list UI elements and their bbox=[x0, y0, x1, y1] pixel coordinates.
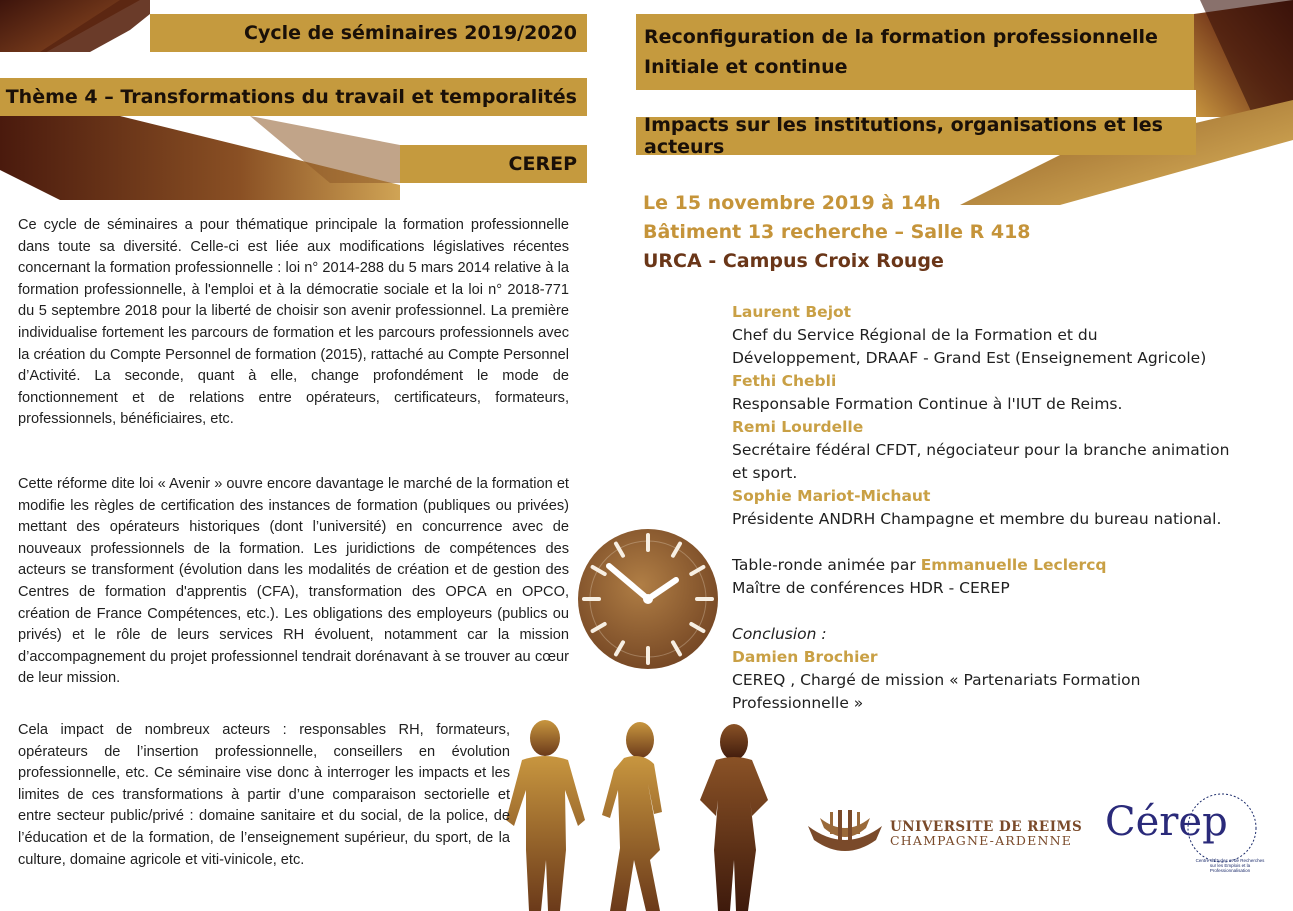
conclusion-label: Conclusion : bbox=[732, 625, 827, 643]
impacts-banner bbox=[636, 114, 1196, 158]
conclusion-speaker-role: Professionnelle » bbox=[732, 694, 864, 712]
speaker-name: Sophie Mariot-Michaut bbox=[732, 487, 931, 505]
urca-logo bbox=[890, 820, 1082, 848]
speaker-role: Secrétaire fédéral CFDT, négociateur pour la branche animation bbox=[732, 441, 1230, 459]
urca-logo-line2: CHAMPAGNE-ARDENNE bbox=[890, 833, 1073, 848]
speaker-role: Développement, DRAAF - Grand Est (Enseignement Agricole) bbox=[732, 349, 1207, 367]
reconfiguration-title-line1: Reconfiguration de la formation professionnelle bbox=[644, 26, 1158, 48]
reform-paragraph: Cette réforme dite loi « Avenir » ouvre encore davantage le marché de la formation et modifie les règles de certification des instances de formation (publiques ou privées) mettant des opérateurs historiques (dont l’université) en concurrence avec de nouveaux professionnels de la formation. Les juridictions de compétences des acteurs se transforment (évolution dans les modalités de création et de gestion des Centres de formation d'apprentis (CFA), transformation des OPCA en OPCO, création de France Compétences, etc.). Les obligations des employeurs (publics ou privés) et le rôle de leurs services RH évoluent, notamment car la mission d’accompagnement du projet professionnel tendrait dorénavant à se trouver au cœur de leur mission. bbox=[18, 476, 569, 687]
roundtable-moderator-role: Maître de conférences HDR - CEREP bbox=[732, 579, 1010, 597]
cycle-title: Cycle de séminaires 2019/2020 bbox=[244, 22, 577, 44]
theme-banner bbox=[0, 78, 587, 116]
cerep-logo-word: Cérep bbox=[1105, 799, 1228, 845]
reconfiguration-title-line2: Initiale et continue bbox=[644, 56, 848, 78]
speaker-name: Fethi Chebli bbox=[732, 372, 837, 390]
conclusion-block bbox=[732, 623, 1272, 715]
cycle-banner bbox=[150, 14, 587, 52]
speaker-block bbox=[732, 301, 1272, 531]
cerep-logo bbox=[1105, 798, 1228, 846]
urca-logo-line1: UNIVERSITE DE REIMS bbox=[890, 819, 1083, 835]
impact-paragraph: Cela impact de nombreux acteurs : responsables RH, formateurs, opérateurs de l’insertion professionnelle, conseillers en évolution professionnelle, etc. Ce séminaire vise donc à interroger les impacts et les limites de ces transformations à partir d’une comparaison sectorielle et entre secteur public/privé : domaine sanitaire et du social, de la police, de l’éducation et de la formation, de l’enseignement supérieur, du sport, de la culture, domaine agricole et viti-vinicole, etc. bbox=[18, 722, 510, 868]
intro-paragraph: Ce cycle de séminaires a pour thématique principale la formation professionnelle dans toute sa diversité. Celle-ci est liée aux modifications législatives récentes concernant la formation professionnelle : loi n° 2014-288 du 5 mars 2014 relative à la formation professionnelle, à l'emploi et à la démocratie sociale et la loi n° 2018-771 du 5 septembre 2018 pour la liberté de choisir son avenir professionnel. La première individualise fortement les parcours de formation et les parcours professionnels avec la création du Compte Personnel de formation (2015), rattaché au Compte Personnel d’Activité. La seconde, quant à elle, change profondément le mode de fonctionnement et de relations entre opérateurs, certificateurs, formateurs, professionnels, bénéficiaires, etc. bbox=[18, 217, 569, 428]
speaker-role: Responsable Formation Continue à l'IUT de Reims. bbox=[732, 395, 1123, 413]
reconfiguration-banner bbox=[636, 14, 1194, 90]
cerep-banner bbox=[400, 145, 587, 183]
impacts-title: Impacts sur les institutions, organisations et les acteurs bbox=[644, 114, 1163, 158]
speaker-name: Laurent Bejot bbox=[732, 303, 852, 321]
urca-logo-icon bbox=[808, 810, 882, 851]
event-date: Le 15 novembre 2019 à 14h bbox=[643, 192, 941, 214]
roundtable-block bbox=[732, 554, 1272, 600]
speaker-name: Remi Lourdelle bbox=[732, 418, 864, 436]
clock-icon bbox=[578, 529, 718, 669]
speaker-role: Présidente ANDRH Champagne et membre du bureau national. bbox=[732, 510, 1222, 528]
speaker-role: Chef du Service Régional de la Formation et du bbox=[732, 326, 1098, 344]
people-silhouette-icon bbox=[506, 720, 768, 911]
event-campus: URCA - Campus Croix Rouge bbox=[643, 250, 944, 272]
conclusion-speaker-role: CEREQ , Chargé de mission « Partenariats Formation bbox=[732, 671, 1141, 689]
roundtable-moderator-name: Emmanuelle Leclercq bbox=[920, 556, 1107, 574]
theme-title: Thème 4 – Transformations du travail et temporalités bbox=[5, 86, 577, 108]
event-building: Bâtiment 13 recherche – Salle R 418 bbox=[643, 221, 1031, 243]
cerep-title: CEREP bbox=[508, 153, 577, 175]
roundtable-prefix: Table-ronde animée par bbox=[732, 556, 921, 574]
cerep-logo-ring-text: Centre d'Études et de Recherches sur les Emplois et la Professionnalisation bbox=[1195, 858, 1265, 873]
conclusion-speaker-name: Damien Brochier bbox=[732, 648, 878, 666]
speaker-role: et sport. bbox=[732, 464, 798, 482]
